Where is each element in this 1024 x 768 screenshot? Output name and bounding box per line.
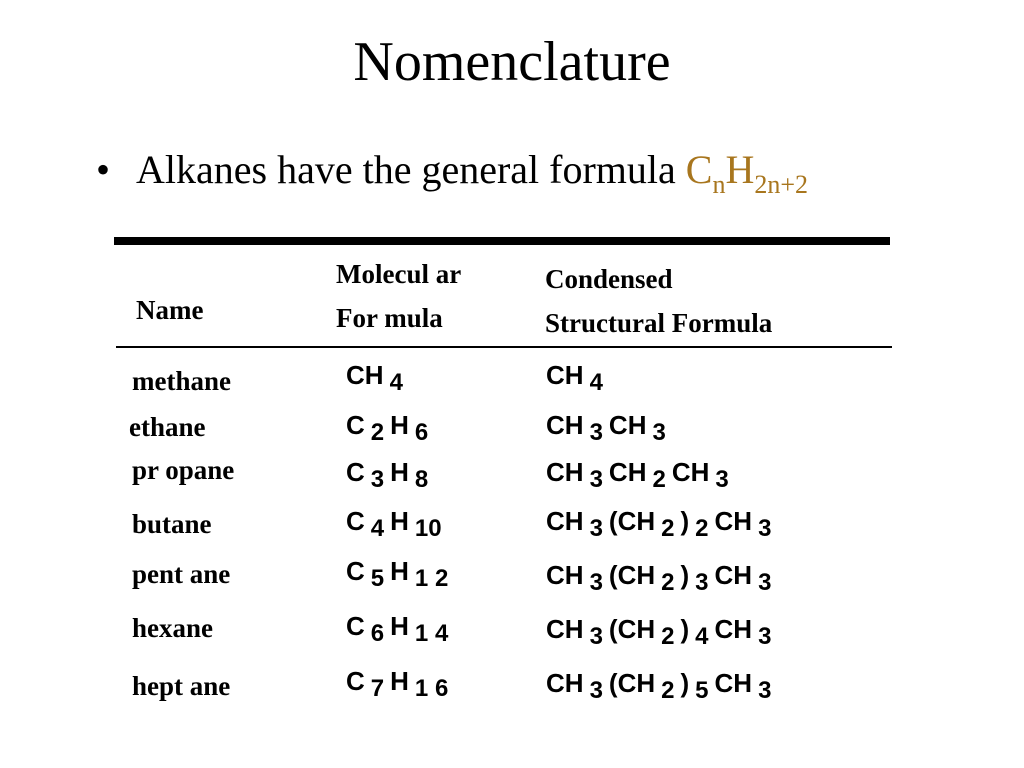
formula-part: C: [346, 556, 365, 586]
formula-part: C: [346, 611, 365, 641]
header-molecular-line2: For mula: [336, 303, 443, 333]
formula-n: n: [712, 170, 726, 199]
subscript: 2: [695, 515, 709, 542]
subscript: 2: [661, 623, 675, 650]
molecular-formula: [346, 410, 429, 446]
alkane-name: pent ane: [132, 559, 231, 589]
formula-part: CH: [608, 410, 647, 440]
molecular-formula: [346, 506, 442, 542]
subscript: 3: [652, 419, 666, 446]
formula-part: ): [680, 614, 690, 644]
general-formula: [685, 147, 809, 199]
formula-part: CH: [714, 614, 753, 644]
subscript: 6: [370, 620, 385, 647]
formula-part: CH: [714, 560, 753, 590]
subscript: 8: [414, 466, 429, 493]
formula-part: ): [680, 560, 690, 590]
formula-part: CH: [546, 668, 584, 698]
alkane-name: butane: [132, 509, 212, 539]
bullet-symbol: •: [96, 147, 111, 192]
formula-part: H: [390, 611, 409, 641]
subscript: 2: [661, 515, 675, 542]
subscript: 4: [589, 369, 603, 396]
formula-h: H: [725, 147, 755, 192]
header-condensed-line2: Structural Formula: [545, 308, 773, 338]
subscript: 3: [758, 569, 772, 596]
subscript: 3: [758, 515, 772, 542]
formula-part: C: [346, 506, 365, 536]
subscript: 5: [695, 677, 709, 704]
slide-title: Nomenclature: [353, 31, 671, 93]
header-condensed-formula: [545, 257, 772, 345]
formula-part: CH: [546, 506, 584, 536]
subscript: 5: [370, 565, 385, 592]
table-top-rule: [114, 237, 890, 245]
formula-part: (CH: [608, 560, 656, 590]
formula-part: C: [346, 666, 365, 696]
formula-part: ): [680, 668, 690, 698]
subscript: 3: [695, 569, 709, 596]
formula-2n2: 2n+2: [754, 170, 809, 199]
condensed-structural-formula: [546, 668, 772, 704]
molecular-formula: [346, 556, 449, 592]
bullet-text: Alkanes have the general formula: [136, 147, 676, 192]
formula-part: (CH: [608, 668, 656, 698]
formula-part: H: [390, 666, 409, 696]
formula-part: H: [390, 556, 409, 586]
formula-part: C: [346, 457, 365, 487]
subscript: 3: [758, 623, 772, 650]
condensed-structural-formula: [546, 560, 772, 596]
formula-part: CH: [546, 614, 584, 644]
subscript: 3: [589, 466, 603, 493]
condensed-structural-formula: [546, 506, 772, 542]
formula-part: CH: [714, 668, 753, 698]
molecular-formula: [346, 666, 449, 702]
subscript: 1 4: [414, 620, 449, 647]
formula-part: CH: [714, 506, 753, 536]
subscript: 3: [589, 623, 603, 650]
subscript: 6: [414, 419, 429, 446]
condensed-structural-formula: [546, 360, 603, 396]
condensed-structural-formula: [546, 614, 772, 650]
formula-part: H: [390, 457, 409, 487]
subscript: 3: [589, 569, 603, 596]
subscript: 4: [389, 369, 403, 396]
subscript: 2: [652, 466, 666, 493]
formula-part: (CH: [608, 506, 656, 536]
subscript: 2: [370, 419, 385, 446]
formula-part: C: [346, 410, 365, 440]
formula-part: ): [680, 506, 690, 536]
formula-part: (CH: [608, 614, 656, 644]
header-name: Name: [136, 295, 204, 325]
header-condensed-line1: Condensed: [545, 264, 673, 294]
subscript: 4: [370, 515, 385, 542]
subscript: 3: [589, 515, 603, 542]
molecular-formula: [346, 360, 403, 396]
subscript: 3: [589, 419, 603, 446]
subscript: 1 2: [414, 565, 449, 592]
alkane-name: hept ane: [132, 671, 231, 701]
alkane-name: pr opane: [132, 455, 235, 485]
condensed-structural-formula: [546, 410, 666, 446]
subscript: 10: [414, 515, 442, 542]
subscript: 7: [370, 675, 385, 702]
formula-part: CH: [346, 360, 384, 390]
formula-part: CH: [608, 457, 647, 487]
formula-part: H: [390, 410, 409, 440]
formula-part: CH: [546, 410, 584, 440]
header-molecular-line1: Molecul ar: [336, 259, 462, 289]
bullet-general-formula: [96, 146, 808, 200]
alkane-name: hexane: [132, 613, 213, 643]
condensed-structural-formula: [546, 457, 729, 493]
formula-part: CH: [546, 457, 584, 487]
subscript: 3: [589, 677, 603, 704]
header-underline: [116, 346, 892, 348]
subscript: 3: [715, 466, 729, 493]
subscript: 3: [758, 677, 772, 704]
alkane-name: ethane: [129, 412, 206, 442]
molecular-formula: [346, 611, 449, 647]
formula-c: C: [685, 147, 713, 192]
subscript: 3: [370, 466, 385, 493]
header-molecular-formula: [336, 252, 461, 340]
molecular-formula: [346, 457, 429, 493]
subscript: 2: [661, 569, 675, 596]
formula-part: CH: [546, 560, 584, 590]
alkane-name: methane: [132, 366, 231, 396]
formula-part: H: [390, 506, 409, 536]
subscript: 2: [661, 677, 675, 704]
subscript: 4: [695, 623, 709, 650]
formula-part: CH: [546, 360, 584, 390]
subscript: 1 6: [414, 675, 449, 702]
formula-part: CH: [671, 457, 710, 487]
